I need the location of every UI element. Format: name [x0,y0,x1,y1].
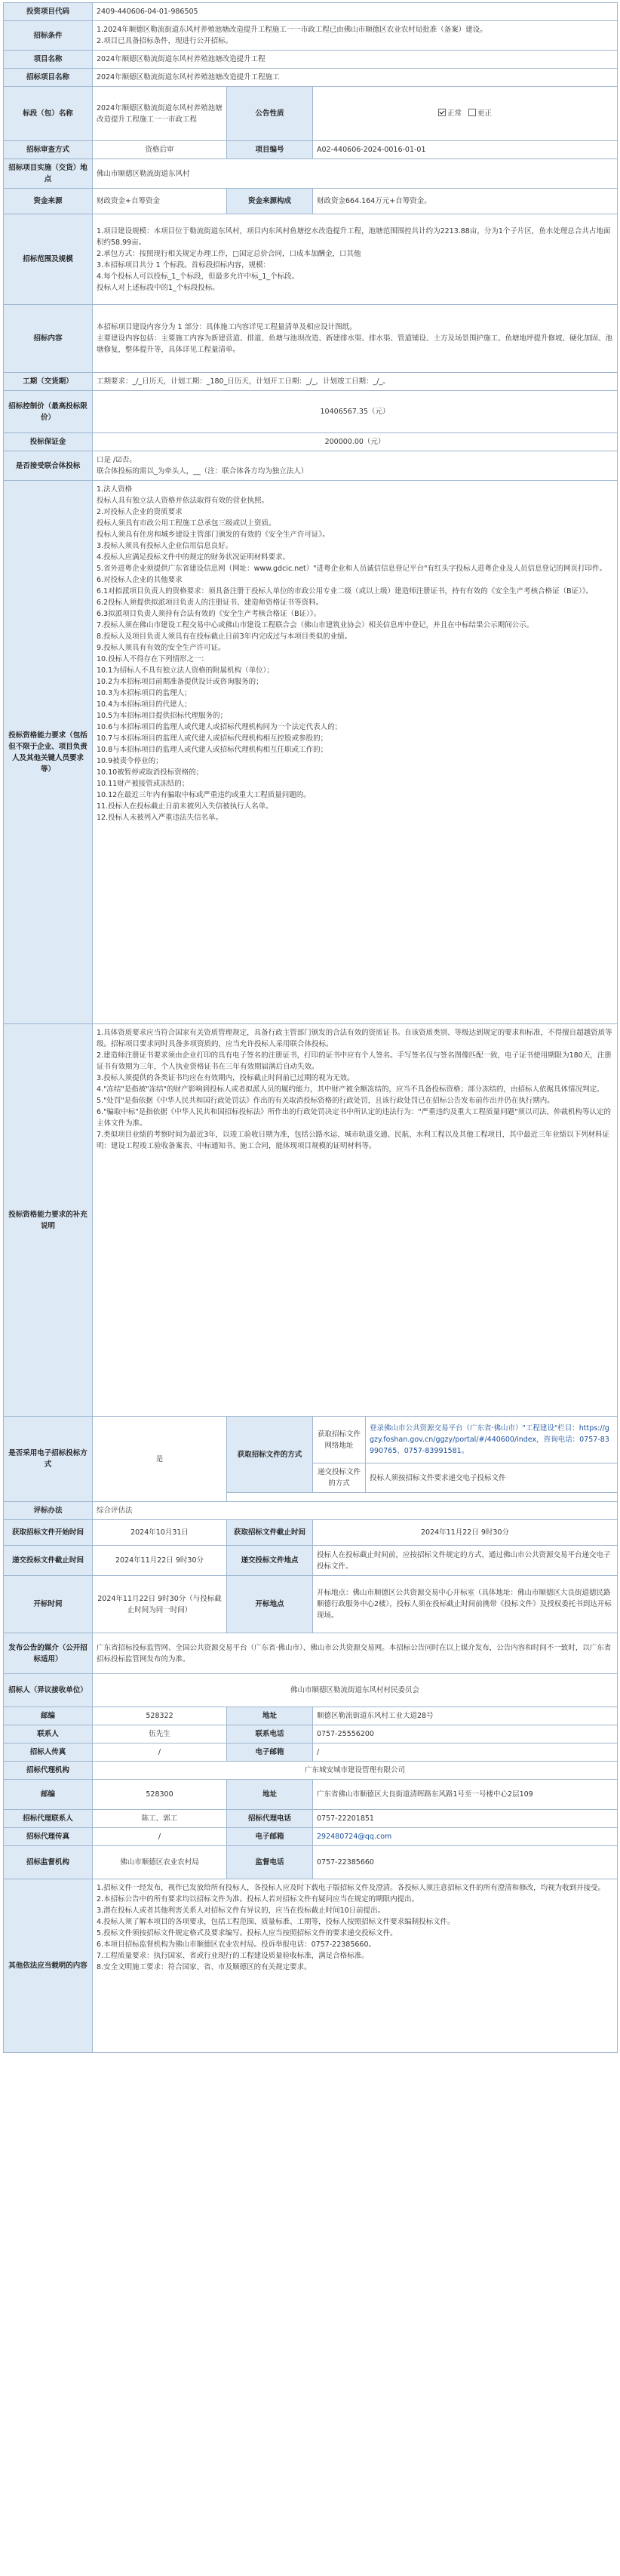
label-eval-method: 评标办法 [4,1502,93,1520]
value-supervisor-phone: 0757-22385660 [313,1846,618,1879]
label-bid-doc-method: 获取招标文件的方式 [227,1417,313,1493]
label-submit-deadline: 递交投标文件截止时间 [4,1546,93,1576]
label-qualification: 投标资格能力要求（包括但不限于企业、项目负责人及其他关键人员要求等） [4,481,93,1024]
qualification-line: 投标人须具有住房和城乡建设主管部门颁发的有效的《安全生产许可证》。 [97,531,330,539]
value-project-code: 2409-440606-04-01-986505 [93,3,618,21]
content-line: 本招标项目建设内容分为 1 部分：具体施工内容详见工程量清单及相应设计图纸。 [97,323,357,331]
value-consortium [93,451,618,481]
value-other [93,1879,618,2053]
label-supervisor: 招标监督机构 [4,1846,93,1879]
label-agent-contact: 招标代理联系人 [4,1810,93,1828]
qualification-line: 10.8与本招标项目的监理人或代建人或招标代理机构相互任职或工作的； [97,746,328,754]
qualification-line: 10.3为本招标项目的监理人； [97,689,192,697]
label-section-name: 标段（包）名称 [4,87,93,141]
value-submit-deadline: 2024年11月22日 9时30分 [93,1546,227,1576]
qualification-line: 5.省外进粤企业须提供广东省建设信息网（网址：www.gdcic.net）"进粤企业和人员诚信信息登记平台"有红头字投标人进粤企业及人员信息登记的网页打印件。 [97,565,607,573]
option-corrected: 更正 [477,109,493,118]
value-project-name: 2024年顺德区勒流街道东风村养殖池塘改造提升工程 [93,51,618,69]
qualification-line: 10.投标人不得存在下列情形之一： [97,655,209,663]
value-scope [93,214,618,305]
label-agent-email: 电子邮箱 [227,1828,313,1846]
label-open-time: 开标时间 [4,1576,93,1633]
value-open-location: 开标地点：佛山市顺德区公共资源交易中心开标室（具体地址：佛山市顺德区大良街道德民路顺德行政服务中心2楼），投标人须在投标截止时间前携带《投标文件》及授权委托书到达开标现场。 [313,1576,618,1633]
blank-cell [227,1493,618,1502]
value-fund-structure: 财政资金664.164万元+自筹资金。 [313,189,618,214]
label-review-method: 招标审查方式 [4,141,93,159]
value-fund-source: 财政资金+自筹资金 [93,189,227,214]
label-conditions: 招标条件 [4,21,93,51]
label-project-number: 项目编号 [227,141,313,159]
other-line: 1.招标文件一经发布，视作已发放给所有投标人，各投标人应及时下载电子版招标文件及澄清。各投标人须注意招标文件的所有澄清和修改，均视为收到并接受。 [97,1884,606,1892]
label-fund-source: 资金来源 [4,189,93,214]
notice-nature-options [313,87,618,141]
consortium-line: 联合体投标的需以_为牵头人，__（注：联合体各方均为独立法人） [97,467,308,475]
condition-line: 1.2024年顺德区勒流街道东风村养殖池塘改造提升工程施工一一市政工程已由佛山市顺德区农业农村局批准（备案）建设。 [97,26,487,34]
value-agent-phone: 0757-22201851 [313,1810,618,1828]
value-control-price: 10406567.35（元） [93,391,618,433]
qualification-line: 10.5为本招标项目提供招标代理服务的； [97,712,228,720]
qualification-line: 10.1为招标人不具有独立法人资格的附属机构（单位）； [97,666,274,675]
value-bidding-project-name: 2024年顺德区勒流街道东风村养殖池塘改造提升工程施工 [93,69,618,87]
other-qualification-line: 7.类似项目业绩的考察时间为最近3年，以竣工验收日期为准，包括公路水运、城市轨道交通、民航、水利工程以及其他工程项目，其中最近三年业绩以下列材料证明：建设工程竣工验收备案表、中标通知书、施工合同，能体现项目规模的证明材料等。 [97,1131,610,1150]
label-agent-phone: 招标代理电话 [227,1810,313,1828]
label-open-location: 开标地点 [227,1576,313,1633]
label-agent-postcode: 邮编 [4,1780,93,1810]
label-control-price: 招标控制价（最高投标限价） [4,391,93,433]
label-consortium: 是否接受联合体投标 [4,451,93,481]
qualification-line: 2.对投标人企业的资质要求 [97,508,183,516]
qualification-line: 3.投标人须具有投标人企业信用信息良好。 [97,542,233,550]
value-agent-postcode: 528300 [93,1780,227,1810]
label-other: 其他依法应当载明的内容 [4,1879,93,2053]
other-line: 5.投标文件须按招标文件规定格式及要求编写。投标人应当按照招标文件的要求递交投标文件。 [97,1929,397,1937]
other-qualification-line: 1.具体资质要求应当符合国家有关资质管理规定，具备行政主管部门颁发的合法有效的资质证书。自该资质类别、等级达到规定的要求和标准，不得擅自超越资质等级。招标项目要求同时具备多项资质的，应当允许投标人采用联合体投标。 [97,1029,612,1048]
checkbox-normal [438,109,446,116]
label-scope: 招标范围及规模 [4,214,93,305]
qualification-line: 12.投标人未被列入严重违法失信名单。 [97,814,223,822]
value-project-number: A02-440606-2024-0016-01-01 [313,141,618,159]
label-tenderer-fax-row: 招标人传真 [4,1743,93,1762]
scope-line: 2.承包方式：按照现行相关规定办理工作，□国定总价合同，口成本加酬金，口其他 [97,249,361,258]
qualification-line: 11.投标人在投标截止日前未被列入失信被执行人名单。 [97,802,273,811]
value-conditions [93,21,618,51]
qualification-line: 7.投标人须在佛山市建设工程交易中心或佛山市建设工程联合会（佛山市建筑业协会）相关信息库中登记，并且在中标结果公示期间公示。 [97,621,534,629]
value-agent-email[interactable]: 292480724@qq.com [313,1828,618,1846]
scope-line: 1.项目建设规模：本项目位于勒流街道东风村，项目内东风村鱼塘挖水改造提升工程，池塘范围围控共计约为2213.88亩，分为1个子片区，鱼水处理总合共占地面积约58.99亩。 [97,226,611,247]
label-e-bidding: 是否采用电子招标投标方式 [4,1417,93,1502]
other-qualification-line: 2.建造师注册证书要求须由企业打印的具有电子签名的注册证书，打印的证书中应有个人签名。手写签名仅与签名图像匹配一致，电子证书使用期限为180天，注册证书有效期为三年，个人执业资格证书在三年有效期届满后自动失效。 [97,1051,612,1071]
value-deposit: 200000.00（元） [93,433,618,451]
label-submit-location: 递交投标文件地点 [227,1546,313,1576]
qualification-line: 8.投标人及项目负责人须具有在投标截止日前3年内完成过与本项目类似的业绩。 [97,632,352,641]
qualification-line: 4.投标人应满足投标文件中的规定的财务状况证明材料要求。 [97,553,290,562]
value-tenderer: 佛山市顺德区勒流街道东风村村民委员会 [93,1674,618,1707]
checkbox-corrected [468,109,476,116]
label-doc-end: 获取招标文件截止时间 [227,1520,313,1546]
value-media: 广东省招标投标监管网、全国公共资源交易平台（广东省·佛山市）、佛山市公共资源交易网。本招标公告同时在以上媒介发布，公告内容和时间不一致时，以广东省招标投标监管网发布的为准。 [93,1633,618,1674]
label-project-name: 项目名称 [4,51,93,69]
value-tenderer-contact: 伍先生 [93,1725,227,1743]
qualification-line: 6.1对拟派项目负责人的资格要求：须具备注册于投标人单位的市政公用专业二级（或以上级）建造师注册证书，持有有效的《安全生产考核合格证（B证）》。 [97,587,594,596]
other-line: 8.安全文明施工要求：符合国家、省、市及顺德区的有关规定要求。 [97,1963,312,1971]
consortium-line: 口是 /☑否。 [97,456,137,464]
label-agent: 招标代理机构 [4,1762,93,1780]
value-content [93,305,618,373]
scope-line: 3.本招标项目共分 1 个标段。首标段招标内容，规模： [97,260,271,269]
value-bid-doc-site[interactable]: 登录佛山市公共资源交易平台（广东省·佛山市）"工程建设"栏目：https://ggzy.foshan.gov.cn/ggzy/portal/#/440600/index，咨询电话：0757-83990765、0757-83991581。 [366,1417,618,1463]
other-line: 7.工程质量要求：执行国家、省或行业现行的工程建设质量验收标准，满足合格标准。 [97,1952,369,1960]
label-tenderer-phone: 联系电话 [227,1725,313,1743]
value-location: 佛山市顺德区勒流街道东风村 [93,159,618,189]
value-tenderer-email: / [313,1743,618,1762]
qualification-line: 10.12在最近三年内有骗取中标或严重违约或重大工程质量问题的。 [97,791,311,799]
qualification-line: 10.10被暂停或取消投标资格的； [97,768,204,777]
qualification-line: 10.4为本招标项目的代建人； [97,700,192,709]
content-line: 主要建设内容包括：主要施工内容为新建营道、排道、鱼塘与池坝改造、新建排水渠、排水渠、管道铺设、土方及场景围护施工、鱼塘地坪提升修坡、硬化加固、池塘修复，整体提升等，具体详见工程量清单。 [97,334,613,354]
value-submit-location: 投标人在投标截止时间前，应按招标文件规定的方式，通过佛山市公共资源交易平台递交电子投标文件。 [313,1546,618,1576]
value-duration: 工期要求：_/_日历天，计划工期：_180_日历天，计划开工日期：_/_，计划竣工日期：_/_。 [93,373,618,391]
qualification-line: 10.11财产被接管或冻结的； [97,780,189,788]
value-agent-address: 广东省佛山市顺德区大良街道清晖路东风路1号至一号楼中心2层109 [313,1780,618,1810]
option-normal: 正常 [447,109,462,118]
qualification-line: 10.6与本招标项目的监理人或代建人或招标代理机构同为一个法定代表人的； [97,723,342,731]
qualification-line: 6.3拟派项目负责人须持有合法有效的《安全生产考核合格证（B证）》。 [97,610,321,618]
label-notice-nature: 公告性质 [227,87,313,141]
scope-line: 4.每个投标人可以投标_1_个标段，但最多允许中标_1_个标段。 [97,272,299,281]
qualification-line: 10.7与本招标项目的监理人或代建人或招标代理机构相互控股或参股的； [97,734,328,743]
value-tenderer-phone: 0757-25556200 [313,1725,618,1743]
other-line: 2.本招标公告中的所有要求均以招标文件为准。投标人若对招标文件有疑问应当在规定的期限内提出。 [97,1895,419,1904]
label-doc-start: 获取招标文件开始时间 [4,1520,93,1546]
value-other-qualification [93,1024,618,1417]
value-agent-contact: 陈工、郭工 [93,1810,227,1828]
tender-notice-table [3,2,618,2053]
value-doc-end: 2024年11月22日 9时30分 [313,1520,618,1546]
label-tenderer-address: 地址 [227,1707,313,1725]
other-qualification-line: 5."处罚"是指依据《中华人民共和国行政处罚法》作出的有关取消投标资格的行政处罚，且该行政处罚已在招标公告发布前作出并仍在执行期内。 [97,1097,554,1105]
label-agent-address: 地址 [227,1780,313,1810]
label-deposit: 投标保证金 [4,433,93,451]
value-tenderer-address: 顺德区勒流街道东风村工业大道28号 [313,1707,618,1725]
label-tenderer: 招标人（异议接收单位） [4,1674,93,1707]
qualification-line: 投标人具有独立法人资格并依法取得有效的营业执照。 [97,497,269,505]
label-media: 发布公告的媒介（公开招标适用） [4,1633,93,1674]
value-supervisor: 佛山市顺德区农业农村局 [93,1846,227,1879]
value-tenderer-postcode: 528322 [93,1707,227,1725]
condition-line: 2.项目已具备招标条件，现进行公开招标。 [97,37,233,45]
label-submit-method: 递交投标文件的方式 [313,1463,366,1493]
other-qualification-line: 6."骗取中标"是指依据《中华人民共和国招标投标法》所作出的行政处罚决定书中所认定的违法行为："严重违约及重大工程质量问题"须以司法、仲裁机构等认定的主体文件为准。 [97,1108,612,1128]
other-qualification-line: 4."冻结"是指被"冻结"的财产影响到投标人或者拟派人员的履约能力，其中财产被全额冻结的，应当不具备投标资格；部分冻结的，由招标人依据具体情况判定。 [97,1085,604,1094]
label-bid-doc-site: 获取招标文件网络地址 [313,1417,366,1463]
other-line: 6.本项目招标监督机构为佛山市顺德区农业农村局。投诉举报电话：0757-22385660。 [97,1940,376,1949]
value-e-bidding: 是 [93,1417,227,1502]
qualification-line: 9.投标人须具有有效的安全生产许可证。 [97,644,226,652]
label-tenderer-contact: 联系人 [4,1725,93,1743]
label-tenderer-email: 电子邮箱 [227,1743,313,1762]
other-line: 3.潜在投标人或者其他利害关系人对招标文件有异议的，应当在投标截止时间10日前提出。 [97,1907,385,1915]
value-tenderer-fax: / [93,1743,227,1762]
label-duration: 工期（交货期） [4,373,93,391]
qualification-line: 投标人须具有市政公用工程施工总承包三级或以上资质。 [97,519,276,528]
qualification-line: 10.9被责令停业的； [97,757,163,765]
label-agent-fax-row: 招标代理传真 [4,1828,93,1846]
value-agent: 广东城安城市建设管理有限公司 [93,1762,618,1780]
label-bidding-project-name: 招标项目名称 [4,69,93,87]
label-project-code: 投资项目代码 [4,3,93,21]
label-location: 招标项目实施（交货）地点 [4,159,93,189]
value-section-name: 2024年顺德区勒流街道东风村养殖池塘改造提升工程施工一一市政工程 [93,87,227,141]
value-doc-start: 2024年10月31日 [93,1520,227,1546]
scope-line: 投标人对上述标段中的1_个标段投标。 [97,283,219,292]
label-content: 招标内容 [4,305,93,373]
label-tenderer-postcode: 邮编 [4,1707,93,1725]
other-qualification-line: 3.投标人须提供的各类证书均应在有效期内，投标截止时间前已过期的视为无效。 [97,1074,355,1082]
value-submit-method: 投标人须按招标文件要求递交电子投标文件 [366,1463,618,1493]
value-open-time: 2024年11月22日 9时30分（与投标截止时间为同一时间） [93,1576,227,1633]
label-other-qualification: 投标资格能力要求的补充说明 [4,1024,93,1417]
other-line: 4.投标人须了解本项目的各项要求，包括工程范围、质量标准、工期等，投标人按照招标文件要求编制投标文件。 [97,1918,455,1926]
value-agent-fax: / [93,1828,227,1846]
label-fund-structure: 资金来源构成 [227,189,313,214]
label-supervisor-phone: 监督电话 [227,1846,313,1879]
value-review-method: 资格后审 [93,141,227,159]
qualification-line: 6.2投标人须提供拟派项目负责人的注册证书、建造师资格证书等资料。 [97,599,324,607]
qualification-line: 1.法人资格 [97,485,133,494]
qualification-line: 6.对投标人企业的其他要求 [97,576,183,584]
value-eval-method: 综合评估法 [93,1502,618,1520]
value-qualification [93,481,618,1024]
qualification-line: 10.2为本招标项目前期准备提供设计或咨询服务的； [97,678,263,686]
